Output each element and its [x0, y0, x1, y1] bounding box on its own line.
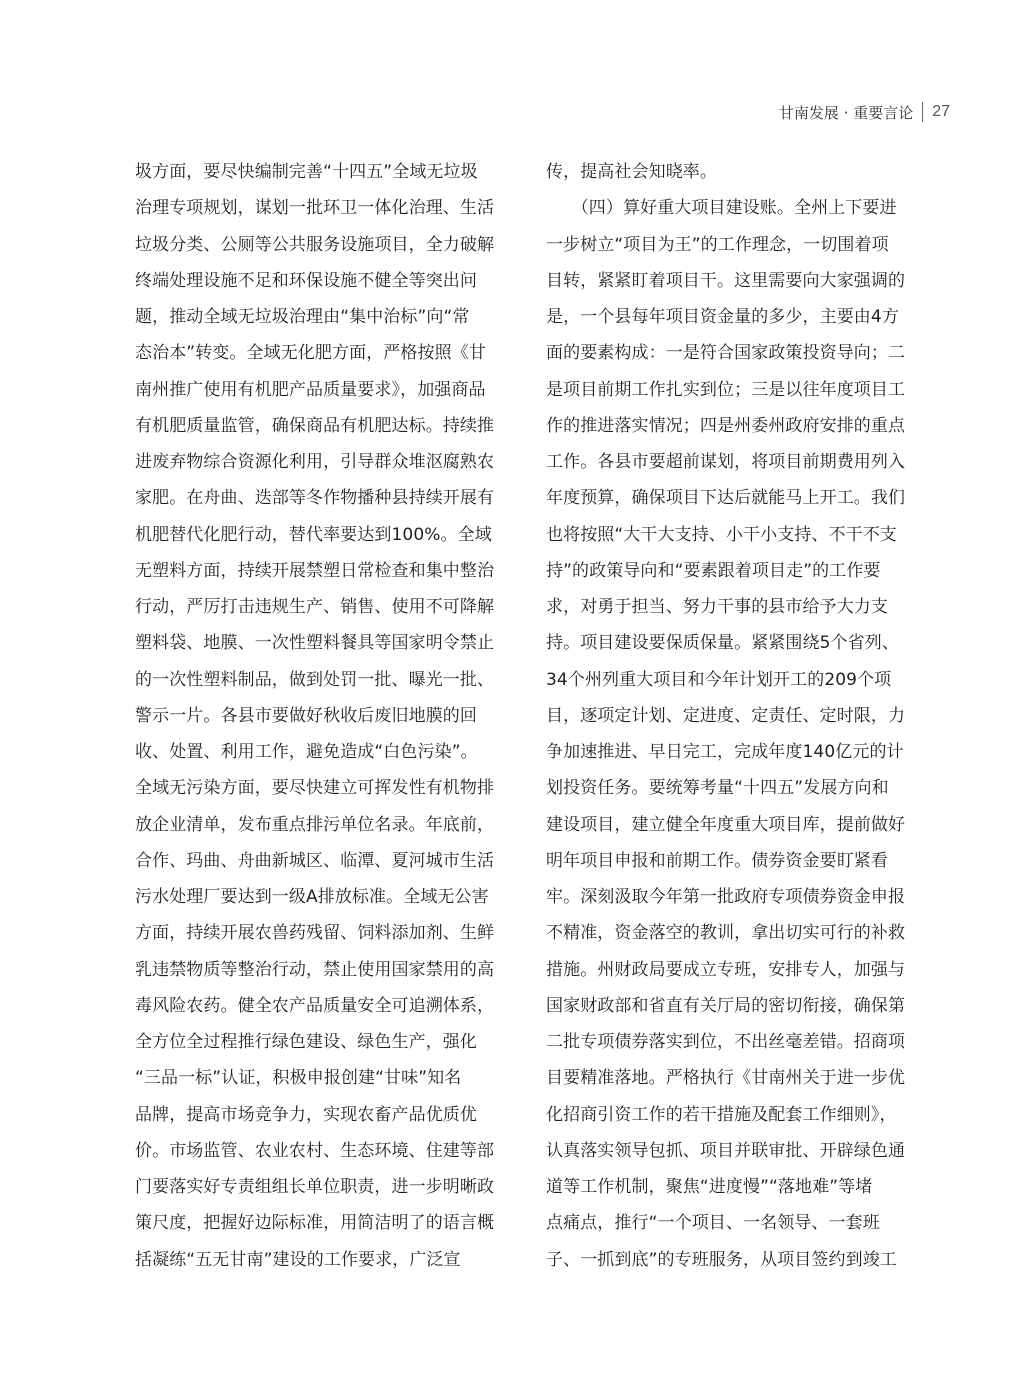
text-line: 争加速推进、早日完工，完成年度140亿元的计 [546, 742, 904, 762]
text-line: 目，逐项定计划、定进度、定责任、定时限，力 [546, 705, 906, 726]
text-line: 一步树立“项目为王”的工作理念，一切围着项 [546, 234, 889, 255]
text-line: 是，一个县每年项目资金量的多少，主要由4方 [546, 307, 899, 327]
text-line: 门要落实好专责组组长单位职责，进一步明晰政 [135, 1177, 495, 1197]
text-line: 毒风险农药。健全农产品质量安全可追溯体系， [135, 995, 495, 1016]
text-line: 南州推广使用有机肥产品质量要求》，加强商品 [135, 379, 486, 400]
text-line: 作的推进落实情况；四是州委州政府安排的重点 [546, 415, 906, 436]
text-line: 二批专项债券落实到位，不出丝毫差错。招商项 [546, 1032, 906, 1052]
text-line: 题，推动全域无垃圾治理由“集中治标”向“常 [135, 307, 470, 327]
text-line: 全方位全过程推行绿色建设、绿色生产，强化 [135, 1032, 477, 1052]
text-line: 方面，持续开展农兽药残留、饲料添加剂、生鲜 [135, 923, 495, 944]
text-line: 圾方面，要尽快编制完善“十四五”全域无垃圾 [135, 162, 478, 182]
text-line: 化招商引资工作的若干措施及配套工作细则》， [546, 1104, 897, 1125]
text-line: 的一次性塑料制品，做到处罚一批、曝光一批、 [135, 669, 495, 690]
text-line: 行动，严厉打击违规生产、销售、使用不可降解 [135, 597, 495, 617]
text-line: 工作。各县市要超前谋划，将项目前期费用列入 [546, 452, 906, 472]
page-number: 27 [932, 103, 950, 120]
text-line: 点痛点，推行“一个项目、一名领导、一套班 [546, 1213, 880, 1234]
text-line: 国家财政部和省直有关厅局的密切衔接，确保第 [546, 995, 906, 1016]
text-line: 进废弃物综合资源化利用，引导群众堆沤腐熟农 [135, 452, 495, 472]
text-line: 明年项目申报和前期工作。债券资金要盯紧看 [546, 850, 888, 871]
text-line: 垃圾分类、公厕等公共服务设施项目，全力破解 [135, 234, 495, 255]
text-line: 终端处理设施不足和环保设施不健全等突出问 [135, 270, 477, 291]
text-line: 目要精准落地。严格执行《甘南州关于进一步优 [546, 1068, 906, 1089]
left-text-column [135, 154, 512, 1278]
text-line: 34个州列重大项目和今年计划开工的209个项 [546, 669, 892, 690]
text-line: 乳违禁物质等整治行动，禁止使用国家禁用的高 [135, 959, 495, 980]
header-divider [922, 102, 923, 122]
section-title: 甘南发展 · 重要言论 [778, 103, 914, 122]
text-line: 合作、玛曲、舟曲新城区、临潭、夏河城市生活 [135, 850, 495, 871]
text-line: 不精准，资金落空的教训，拿出切实可行的补救 [546, 923, 906, 944]
text-line: 年度预算，确保项目下达后就能马上开工。我们 [546, 488, 906, 509]
text-line: （四）算好重大项目建设账。全州上下要进 [546, 198, 897, 219]
text-line: 塑料袋、地膜、一次性塑料餐具等国家明令禁止 [135, 633, 495, 654]
text-line: 括凝练“五无甘南”建设的工作要求，广泛宣 [135, 1249, 461, 1270]
text-line: 家肥。在舟曲、迭部等冬作物播种县持续开展有 [135, 488, 495, 509]
text-line: 传，提高社会知晓率。 [546, 162, 717, 182]
text-line: 污水处理厂要达到一级A排放标准。全域无公害 [135, 887, 489, 907]
text-line: 策尺度，把握好边际标准，用简洁明了的语言概 [135, 1213, 495, 1234]
text-line: 牢。深刻汲取今年第一批政府专项债券资金申报 [546, 887, 906, 907]
text-line: 建设项目，建立健全年度重大项目库，提前做好 [546, 814, 906, 835]
text-line: 价。市场监管、农业农村、生态环境、住建等部 [135, 1140, 495, 1161]
text-line: 有机肥质量监管，确保商品有机肥达标。持续推 [135, 415, 495, 436]
text-line: 无塑料方面，持续开展禁塑日常检查和集中整治 [135, 560, 495, 581]
text-line: “三品一标”认证，积极申报创建“甘味”知名 [135, 1068, 462, 1089]
text-line: 态治本”转变。全域无化肥方面，严格按照《甘 [135, 343, 486, 364]
running-header [779, 100, 950, 124]
text-line: 收、处置、利用工作，避免造成“白色污染”。 [135, 742, 478, 762]
text-line: 也将按照“大干大支持、小干小支持、不干不支 [546, 524, 897, 545]
text-line: 全域无污染方面，要尽快建立可挥发性有机物排 [135, 778, 495, 799]
text-line: 机肥替代化肥行动，替代率要达到100%。全域 [135, 524, 492, 545]
text-line: 持。项目建设要保质保量。紧紧围绕5个省列、 [546, 633, 899, 654]
text-line: 子、一抓到底”的专班服务，从项目签约到竣工 [546, 1249, 897, 1270]
text-line: 划投资任务。要统筹考量“十四五”发展方向和 [546, 778, 889, 799]
text-line: 持”的政策导向和“要素跟着项目走”的工作要 [546, 560, 881, 581]
text-line: 认真落实领导包抓、项目并联审批、开辟绿色通 [546, 1140, 906, 1161]
text-line: 求，对勇于担当、努力干事的县市给予大力支 [546, 597, 888, 617]
text-line: 是项目前期工作扎实到位；三是以往年度项目工 [546, 379, 906, 400]
text-line: 目转，紧紧盯着项目干。这里需要向大家强调的 [546, 270, 906, 291]
text-line: 品牌，提高市场竞争力，实现农畜产品优质优 [135, 1104, 477, 1125]
text-line: 警示一片。各县市要做好秋收后废旧地膜的回 [135, 705, 477, 726]
text-line: 面的要素构成：一是符合国家政策投资导向；二 [546, 343, 906, 364]
text-line: 措施。州财政局要成立专班，安排专人，加强与 [546, 959, 906, 980]
text-line: 放企业清单，发布重点排污单位名录。年底前， [135, 814, 495, 835]
text-line: 道等工作机制，聚焦“进度慢”“落地难”等堵 [546, 1177, 873, 1197]
right-text-column [546, 154, 923, 1278]
text-line: 治理专项规划，谋划一批环卫一体化治理、生活 [135, 198, 495, 219]
